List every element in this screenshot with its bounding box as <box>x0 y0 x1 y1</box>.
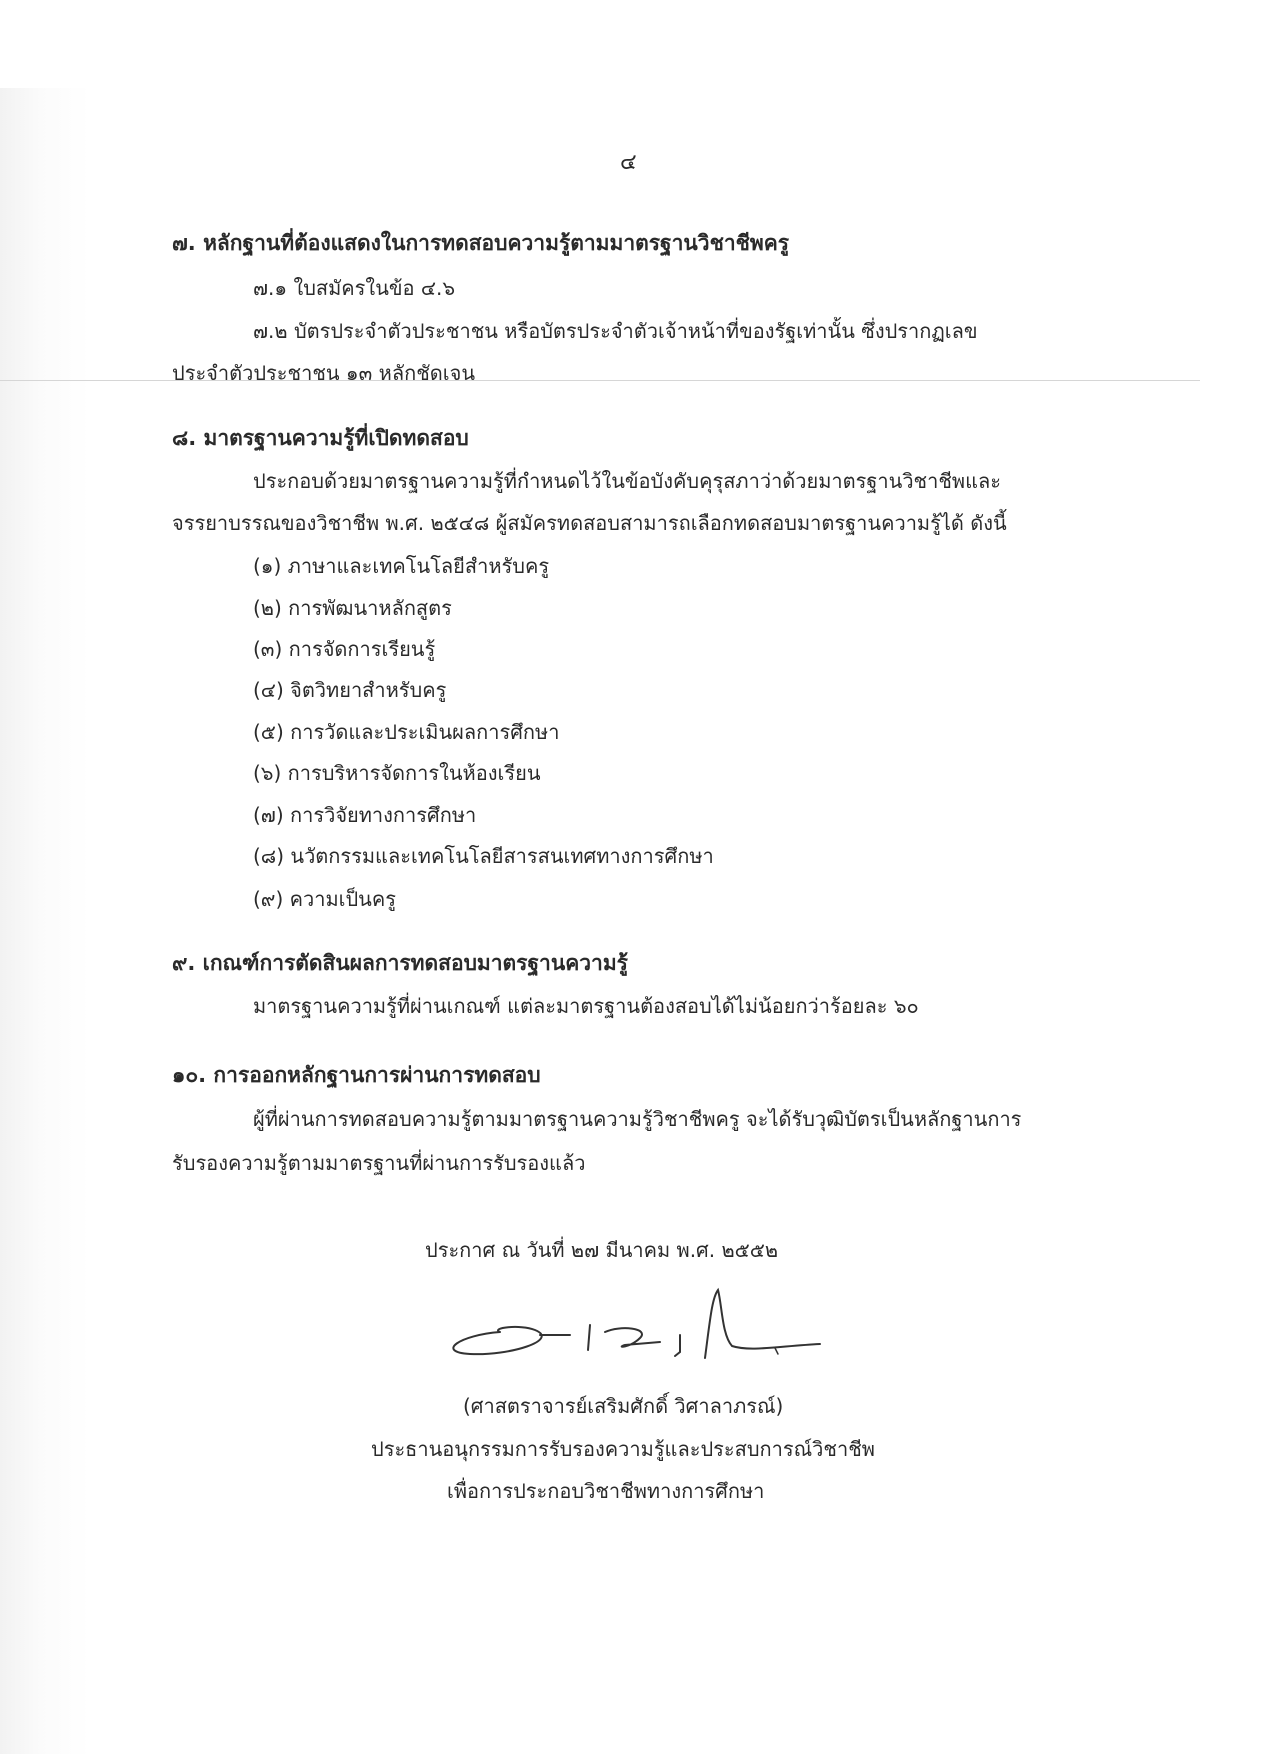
signatory-name: (ศาสตราจารย์เสริมศักดิ์ วิศาลาภรณ์) <box>463 1394 784 1418</box>
announcement-date: ประกาศ ณ วันที่ ๒๗ มีนาคม พ.ศ. ๒๕๕๒ <box>425 1238 779 1262</box>
standard-item-5: (๕) การวัดและประเมินผลการศึกษา <box>253 720 560 744</box>
signature <box>440 1280 840 1370</box>
standard-item-7: (๗) การวิจัยทางการศึกษา <box>253 803 477 827</box>
section8-heading: ๘. มาตรฐานความรู้ที่เปิดทดสอบ <box>172 426 469 450</box>
section7-item-2-line2: ประจำตัวประชาชน ๑๓ หลักชัดเจน <box>172 361 475 385</box>
standard-item-9: (๙) ความเป็นครู <box>253 887 396 911</box>
section9-heading: ๙. เกณฑ์การตัดสินผลการทดสอบมาตรฐานความรู้ <box>172 951 628 975</box>
section7-item-1: ๗.๑ ใบสมัครในข้อ ๔.๖ <box>253 276 456 300</box>
signatory-title-line1: ประธานอนุกรรมการรับรองความรู้และประสบการณ์วิชาชีพ <box>371 1437 875 1461</box>
standard-item-3: (๓) การจัดการเรียนรู้ <box>253 637 436 661</box>
standard-item-2: (๒) การพัฒนาหลักสูตร <box>253 596 452 620</box>
page-number: ๔ <box>620 150 637 175</box>
section7-item-2-line1: ๗.๒ บัตรประจำตัวประชาชน หรือบัตรประจำตัวเจ้าหน้าที่ของรัฐเท่านั้น ซึ่งปรากฏเลข <box>253 319 978 343</box>
section8-intro-line2: จรรยาบรรณของวิชาชีพ พ.ศ. ๒๕๔๘ ผู้สมัครทดสอบสามารถเลือกทดสอบมาตรฐานความรู้ได้ ดังนี้ <box>172 511 1007 535</box>
section10-heading: ๑๐. การออกหลักฐานการผ่านการทดสอบ <box>172 1063 541 1087</box>
standard-item-6: (๖) การบริหารจัดการในห้องเรียน <box>253 761 541 785</box>
section10-body-line2: รับรองความรู้ตามมาตรฐานที่ผ่านการรับรองแล้ว <box>172 1151 586 1175</box>
section8-intro-line1: ประกอบด้วยมาตรฐานความรู้ที่กำหนดไว้ในข้อบังคับคุรุสภาว่าด้วยมาตรฐานวิชาชีพและ <box>253 469 1001 493</box>
section9-body: มาตรฐานความรู้ที่ผ่านเกณฑ์ แต่ละมาตรฐานต้องสอบได้ไม่น้อยกว่าร้อยละ ๖๐ <box>253 994 919 1018</box>
section10-body-line1: ผู้ที่ผ่านการทดสอบความรู้ตามมาตรฐานความรู้วิชาชีพครู จะได้รับวุฒิบัตรเป็นหลักฐานการ <box>253 1107 1022 1131</box>
standard-item-4: (๔) จิตวิทยาสำหรับครู <box>253 678 447 702</box>
top-margin <box>0 0 1275 88</box>
section7-heading: ๗. หลักฐานที่ต้องแสดงในการทดสอบความรู้ตามมาตรฐานวิชาชีพครู <box>172 231 790 255</box>
standard-item-1: (๑) ภาษาและเทคโนโลยีสำหรับครู <box>253 554 550 578</box>
standard-item-8: (๘) นวัตกรรมและเทคโนโลยีสารสนเทศทางการศึกษา <box>253 844 714 868</box>
signatory-title-line2: เพื่อการประกอบวิชาชีพทางการศึกษา <box>447 1479 765 1503</box>
